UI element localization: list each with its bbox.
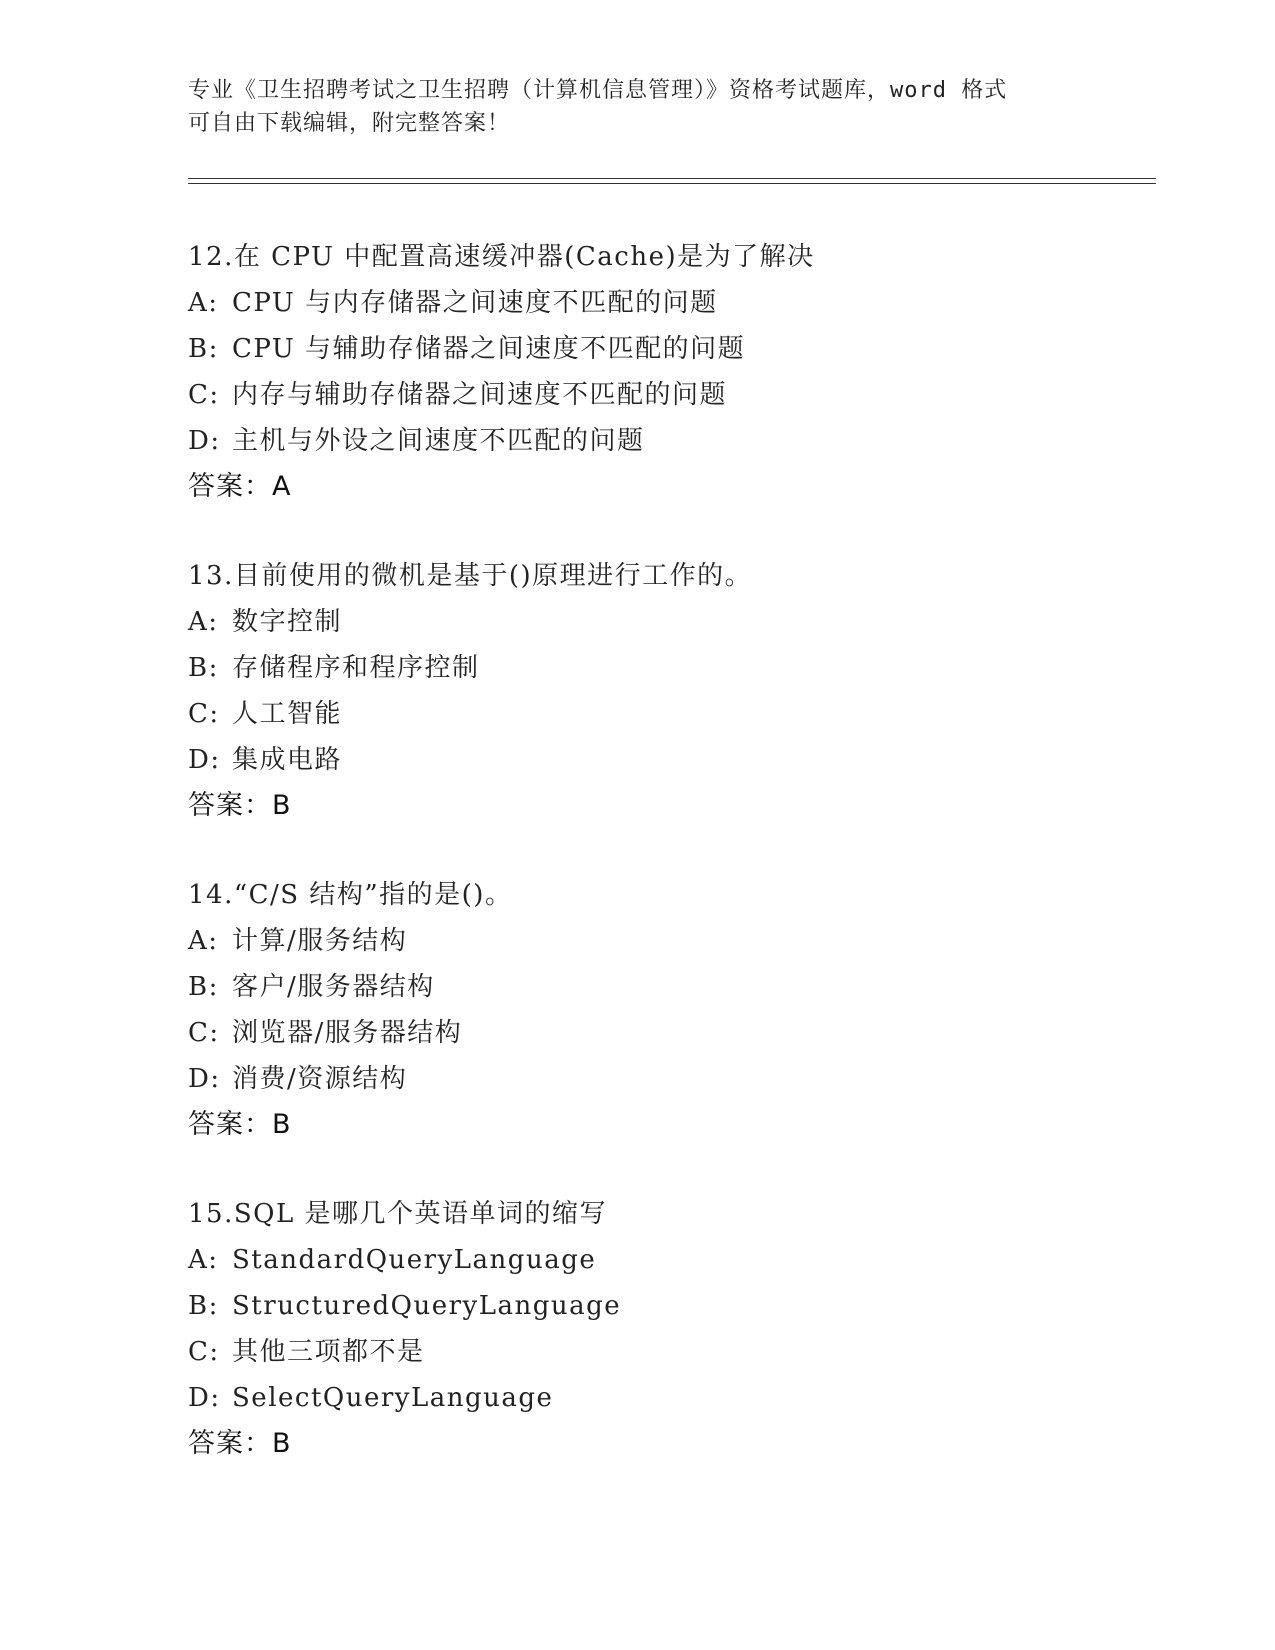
answer-line: 答案：A bbox=[188, 471, 292, 502]
option-label: D: bbox=[188, 426, 221, 456]
option-label: D: bbox=[188, 1064, 221, 1094]
option-a bbox=[188, 599, 1138, 645]
answer-line: 答案：B bbox=[188, 1109, 292, 1140]
option-label: B: bbox=[188, 334, 219, 364]
option-a bbox=[188, 918, 1138, 964]
option-text: 客户/服务器结构 bbox=[232, 972, 435, 1002]
option-label: A: bbox=[188, 1245, 219, 1275]
option-text: CPU 与辅助存储器之间速度不匹配的问题 bbox=[232, 334, 746, 364]
option-c bbox=[188, 1010, 1138, 1056]
question-stem: 12.在 CPU 中配置高速缓冲器(Cache)是为了解决 bbox=[188, 242, 815, 272]
option-label: C: bbox=[188, 380, 220, 410]
question-13 bbox=[188, 553, 1138, 829]
option-label: A: bbox=[188, 288, 219, 318]
option-label: B: bbox=[188, 653, 219, 683]
question-stem: 15.SQL 是哪几个英语单词的缩写 bbox=[188, 1199, 608, 1229]
option-b bbox=[188, 964, 1138, 1010]
option-label: C: bbox=[188, 1337, 220, 1367]
option-label: C: bbox=[188, 699, 220, 729]
option-a bbox=[188, 280, 1138, 326]
option-label: A: bbox=[188, 607, 219, 637]
header-divider-bottom bbox=[188, 183, 1156, 184]
option-text: StandardQueryLanguage bbox=[232, 1245, 597, 1275]
option-label: B: bbox=[188, 972, 219, 1002]
option-text: 浏览器/服务器结构 bbox=[232, 1018, 463, 1048]
option-c bbox=[188, 691, 1138, 737]
option-d bbox=[188, 418, 1138, 464]
answer-line: 答案：B bbox=[188, 790, 292, 821]
option-c bbox=[188, 372, 1138, 418]
header-line-1: 专业《卫生招聘考试之卫生招聘（计算机信息管理）》资格考试题库，word 格式 bbox=[188, 78, 1008, 103]
option-label: C: bbox=[188, 1018, 220, 1048]
option-text: 其他三项都不是 bbox=[232, 1337, 425, 1367]
option-c bbox=[188, 1329, 1138, 1375]
option-text: 数字控制 bbox=[232, 607, 343, 637]
question-14 bbox=[188, 872, 1138, 1148]
document-header bbox=[188, 74, 1088, 140]
option-text: 计算/服务结构 bbox=[232, 926, 408, 956]
option-text: CPU 与内存储器之间速度不匹配的问题 bbox=[232, 288, 718, 318]
header-divider-top bbox=[188, 178, 1156, 179]
answer-line: 答案：B bbox=[188, 1428, 292, 1459]
option-label: D: bbox=[188, 1383, 221, 1413]
option-label: B: bbox=[188, 1291, 219, 1321]
option-b bbox=[188, 1283, 1138, 1329]
option-b bbox=[188, 326, 1138, 372]
option-label: A: bbox=[188, 926, 219, 956]
option-d bbox=[188, 737, 1138, 783]
option-a bbox=[188, 1237, 1138, 1283]
option-text: 内存与辅助存储器之间速度不匹配的问题 bbox=[232, 380, 728, 410]
option-label: D: bbox=[188, 745, 221, 775]
question-15 bbox=[188, 1191, 1138, 1467]
option-text: 消费/资源结构 bbox=[232, 1064, 408, 1094]
option-d bbox=[188, 1056, 1138, 1102]
question-stem: 13.目前使用的微机是基于()原理进行工作的。 bbox=[188, 561, 753, 591]
option-b bbox=[188, 645, 1138, 691]
question-stem: 14.“C/S 结构”指的是()。 bbox=[188, 880, 513, 910]
option-text: 存储程序和程序控制 bbox=[232, 653, 480, 683]
question-12 bbox=[188, 234, 1138, 510]
option-text: 主机与外设之间速度不匹配的问题 bbox=[232, 426, 645, 456]
option-text: SelectQueryLanguage bbox=[232, 1383, 554, 1413]
option-d bbox=[188, 1375, 1138, 1421]
option-text: StructuredQueryLanguage bbox=[232, 1291, 622, 1321]
option-text: 集成电路 bbox=[232, 745, 343, 775]
option-text: 人工智能 bbox=[232, 699, 343, 729]
header-line-2: 可自由下载编辑，附完整答案！ bbox=[188, 111, 511, 136]
